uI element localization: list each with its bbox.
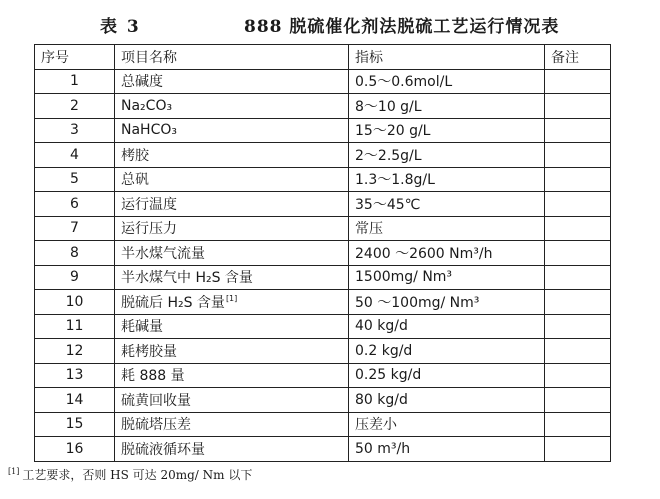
item-name: 脱硫塔压差: [115, 412, 349, 437]
item-name: 脱硫后 H₂S 含量: [121, 294, 225, 311]
column-header-no: 序号: [35, 45, 115, 70]
row-number: 16: [35, 437, 115, 462]
item-name: 运行压力: [115, 216, 349, 241]
table-header-row: [35, 45, 611, 70]
item-value: 压差小: [349, 412, 545, 437]
item-note: [545, 265, 611, 290]
table-row: [35, 437, 611, 462]
table-row: [35, 69, 611, 94]
item-name: 运行温度: [115, 192, 349, 217]
item-name: 耗碱量: [115, 314, 349, 339]
table-row: [35, 143, 611, 168]
table-row: [35, 265, 611, 290]
item-value: 0.2 kg/d: [349, 339, 545, 364]
item-name: 耗栲胶量: [115, 339, 349, 364]
item-note: [545, 94, 611, 119]
item-note: [545, 412, 611, 437]
item-note: [545, 216, 611, 241]
table-row: [35, 94, 611, 119]
item-name-cell: [115, 290, 349, 315]
row-number: 7: [35, 216, 115, 241]
item-value: 15～20 g/L: [349, 118, 545, 143]
table-row: [35, 216, 611, 241]
table-caption: [0, 10, 660, 36]
item-value: 2～2.5g/L: [349, 143, 545, 168]
item-value: 40 kg/d: [349, 314, 545, 339]
row-number: 6: [35, 192, 115, 217]
footnote-marker: [1]: [8, 467, 20, 476]
item-value: 0.25 kg/d: [349, 363, 545, 388]
item-value: 0.5～0.6mol/L: [349, 69, 545, 94]
item-note: [545, 241, 611, 266]
column-header-note: 备注: [545, 45, 611, 70]
row-number: 1: [35, 69, 115, 94]
row-number: 2: [35, 94, 115, 119]
table-row: [35, 241, 611, 266]
item-value: 2400 ～2600 Nm³/h: [349, 241, 545, 266]
row-number: 15: [35, 412, 115, 437]
item-note: [545, 69, 611, 94]
row-number: 12: [35, 339, 115, 364]
row-number: 9: [35, 265, 115, 290]
item-name: 总碱度: [115, 69, 349, 94]
footnote: [8, 466, 252, 483]
item-note: [545, 167, 611, 192]
item-name: Na₂CO₃: [115, 94, 349, 119]
footnote-reference: [1]: [225, 293, 238, 303]
item-note: [545, 290, 611, 315]
row-number: 14: [35, 388, 115, 413]
item-name: 半水煤气流量: [115, 241, 349, 266]
item-note: [545, 339, 611, 364]
item-value: 8～10 g/L: [349, 94, 545, 119]
item-name: 半水煤气中 H₂S 含量: [115, 265, 349, 290]
row-number: 3: [35, 118, 115, 143]
item-value: 常压: [349, 216, 545, 241]
item-note: [545, 388, 611, 413]
row-number: 5: [35, 167, 115, 192]
item-note: [545, 118, 611, 143]
table-row: [35, 118, 611, 143]
item-value: 80 kg/d: [349, 388, 545, 413]
item-note: [545, 143, 611, 168]
table-row: [35, 192, 611, 217]
item-note: [545, 192, 611, 217]
row-number: 4: [35, 143, 115, 168]
item-value: 50 ～100mg/ Nm³: [349, 290, 545, 315]
table-row: [35, 412, 611, 437]
data-table: [34, 44, 611, 462]
item-value: 35～45℃: [349, 192, 545, 217]
table-row: [35, 167, 611, 192]
table-row: [35, 314, 611, 339]
footnote-text: 工艺要求，否则 HS 可达 20mg/ Nm 以下: [22, 468, 253, 482]
item-name: 脱硫液循环量: [115, 437, 349, 462]
item-note: [545, 314, 611, 339]
column-header-name: 项目名称: [115, 45, 349, 70]
item-name: NaHCO₃: [115, 118, 349, 143]
item-value: 1500mg/ Nm³: [349, 265, 545, 290]
table-number: 表 3: [100, 17, 141, 37]
item-value: 1.3～1.8g/L: [349, 167, 545, 192]
page-title: 888 脱硫催化剂法脱硫工艺运行情况表: [244, 17, 560, 37]
item-note: [545, 363, 611, 388]
column-header-value: 指标: [349, 45, 545, 70]
item-name: 总矾: [115, 167, 349, 192]
row-number: 8: [35, 241, 115, 266]
table-row: [35, 290, 611, 315]
item-note: [545, 437, 611, 462]
item-name: 栲胶: [115, 143, 349, 168]
row-number: 11: [35, 314, 115, 339]
item-name: 耗 888 量: [115, 363, 349, 388]
item-value: 50 m³/h: [349, 437, 545, 462]
table-row: [35, 339, 611, 364]
table-row: [35, 388, 611, 413]
table-row: [35, 363, 611, 388]
row-number: 10: [35, 290, 115, 315]
item-name: 硫黄回收量: [115, 388, 349, 413]
row-number: 13: [35, 363, 115, 388]
